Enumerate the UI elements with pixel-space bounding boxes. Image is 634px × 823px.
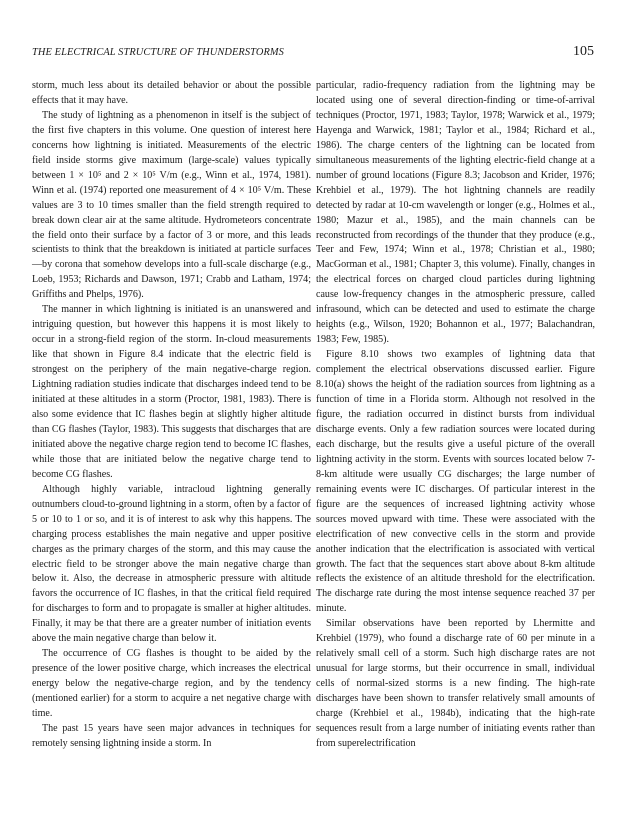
paragraph: The study of lightning as a phenomenon in itself is the subject of the first five chapters in this volume. One question of interest here concerns how lightning is initiated. Measurements of the electric field inside storms give maximum (large-scale) values typically between 1 × 10⁵ and 2 × 10⁵ V/m (e.g., Winn et al., 1974, 1981). Winn et al. (1974) reported one measurement of 4 × 10⁵ V/m. These values are 3 to 10 times smaller than the field strength required to break down clear air at the same altitude. Hydrometeors concentrate the field onto their surface by a factor of 3 or more, and this leads scientists to think that the breakdown is initiated at particle surfaces—by corona that somehow develops into a full-scale discharge (e.g., Loeb, 1953; Richards and Dawson, 1971; Crabb and Latham, 1974; Griffiths and Phelps, 1976). <box>32 109 311 301</box>
paragraph: Figure 8.10 shows two examples of lightning data that complement the electrical observations discussed earlier. Figure 8.10(a) shows the height of the radiation sources from lightning as a function of time in a Florida storm. Although not resolved in the figure, the radiation occurred in distinct bursts from individual discharge events. Only a few radiation sources were located during each discharge, but the results give a useful picture of the overall lightning activity in the storm. Events with sources located below 7-8-km altitude were usually CG discharges; the large number of remaining events were IC discharges. Of particular interest in the figure are the sequences of increased lightning activity whose sources moved upward with time. These were associated with the electrification of new convective cells in the storm and provide another indication that the electrification is associated with vertical growth. The fact that the sequences start above about 8-km altitude reflects the existence of an altitude threshold for the electrification. The discharge rate during the most intense sequence reached 37 per minute. <box>316 349 595 615</box>
paragraph: storm, much less about its detailed behavior or about the possible effects that it may have. <box>32 80 311 106</box>
running-head: THE ELECTRICAL STRUCTURE OF THUNDERSTORMS <box>32 47 284 58</box>
right-column <box>316 79 595 752</box>
left-column <box>32 79 311 752</box>
paragraph: particular, radio-frequency radiation from the lightning may be located using one of several direction-finding or time-of-arrival techniques (Proctor, 1971, 1983; Taylor, 1978; Warwick et al., 1979; Hayenga and Warwick, 1981; Taylor et al., 1984; Richard et al., 1986). The charge centers of the lightning can be located from simultaneous measurements of the lighting electric-field change at a number of ground locations (Figure 8.3; Jacobson and Krider, 1976; Krehbiel et al., 1979). The hot lightning channels are readily detected by radar at 10-cm wavelength or longer (e.g., Holmes et al., 1980; Mazur et al., 1985), and the main channels can be reconstructed from recordings of the thunder that they produce (e.g., Teer and Few, 1974; Winn et al., 1978; Christian et al., 1980; MacGorman et al., 1981; Chapter 3, this volume). Finally, changes in the electrical forces on charged cloud particles during lightning cause low-frequency changes in the atmospheric pressure, called infrasound, which can be detected and used to estimate the charge heights (e.g., Wilson, 1920; Bohannon et al., 1977; Balachandran, 1983; Few, 1985). <box>316 80 595 346</box>
paragraph: Similar observations have been reported by Lhermitte and Krehbiel (1979), who found a discharge rate of 60 per minute in a relatively small cell of a storm. Such high discharge rates are not unusual for large storms, but their occurrence in small, individual cells of normal-sized storms is a new finding. The high-rate discharges have been shown to transfer relatively small amounts of charge (Krehbiel et al., 1984b), indicating that the high-rate sequences result from a large number of initiating events rather than from superelectrification <box>316 618 595 749</box>
paragraph: The past 15 years have seen major advances in techniques for remotely sensing lightning inside a storm. In <box>32 722 311 749</box>
page-number: 105 <box>573 44 594 59</box>
paragraph: The manner in which lightning is initiated is an unanswered and intriguing question, but however this happens it is most likely to occur in a strong-field region of the storm. In-cloud measurements like that shown in Figure 8.4 indicate that the electric field is strongest on the periphery of the main negative-charge region. Lightning radiation studies indicate that discharges indeed tend to be initiated at these altitudes in a storm (Proctor, 1981, 1983). There is also some evidence that IC flashes begin at slightly higher altitude than CG flashes (Taylor, 1983). This suggests that discharges that are initiated above the negative charge region tend to become IC flashes, while those that are initiated below the negative charge tend to become CG flashes. <box>32 304 311 480</box>
paragraph: The occurrence of CG flashes is thought to be aided by the presence of the lower positive charge, which increases the electrical energy below the negative-charge region, and by the tendency (mentioned earlier) for a storm to acquire a net negative charge with time. <box>32 648 311 720</box>
paragraph: Although highly variable, intracloud lightning generally outnumbers cloud-to-ground lightning in a storm, often by a factor of 5 or 10 to 1 or so, and it is of interest to ask why this happens. The charging process establishes the main negative and upper positive charges as the primary charges of the storm, and this may cause the electric field to be stronger above the main negative charge than below it. Also, the decrease in atmospheric pressure with altitude favors the occurrence of IC flashes, in that the critical field required for discharges to form and to propagate is smaller at higher altitudes. Finally, it may be that there are a greater number of initiation events above the main negative charge than below it. <box>32 483 311 645</box>
